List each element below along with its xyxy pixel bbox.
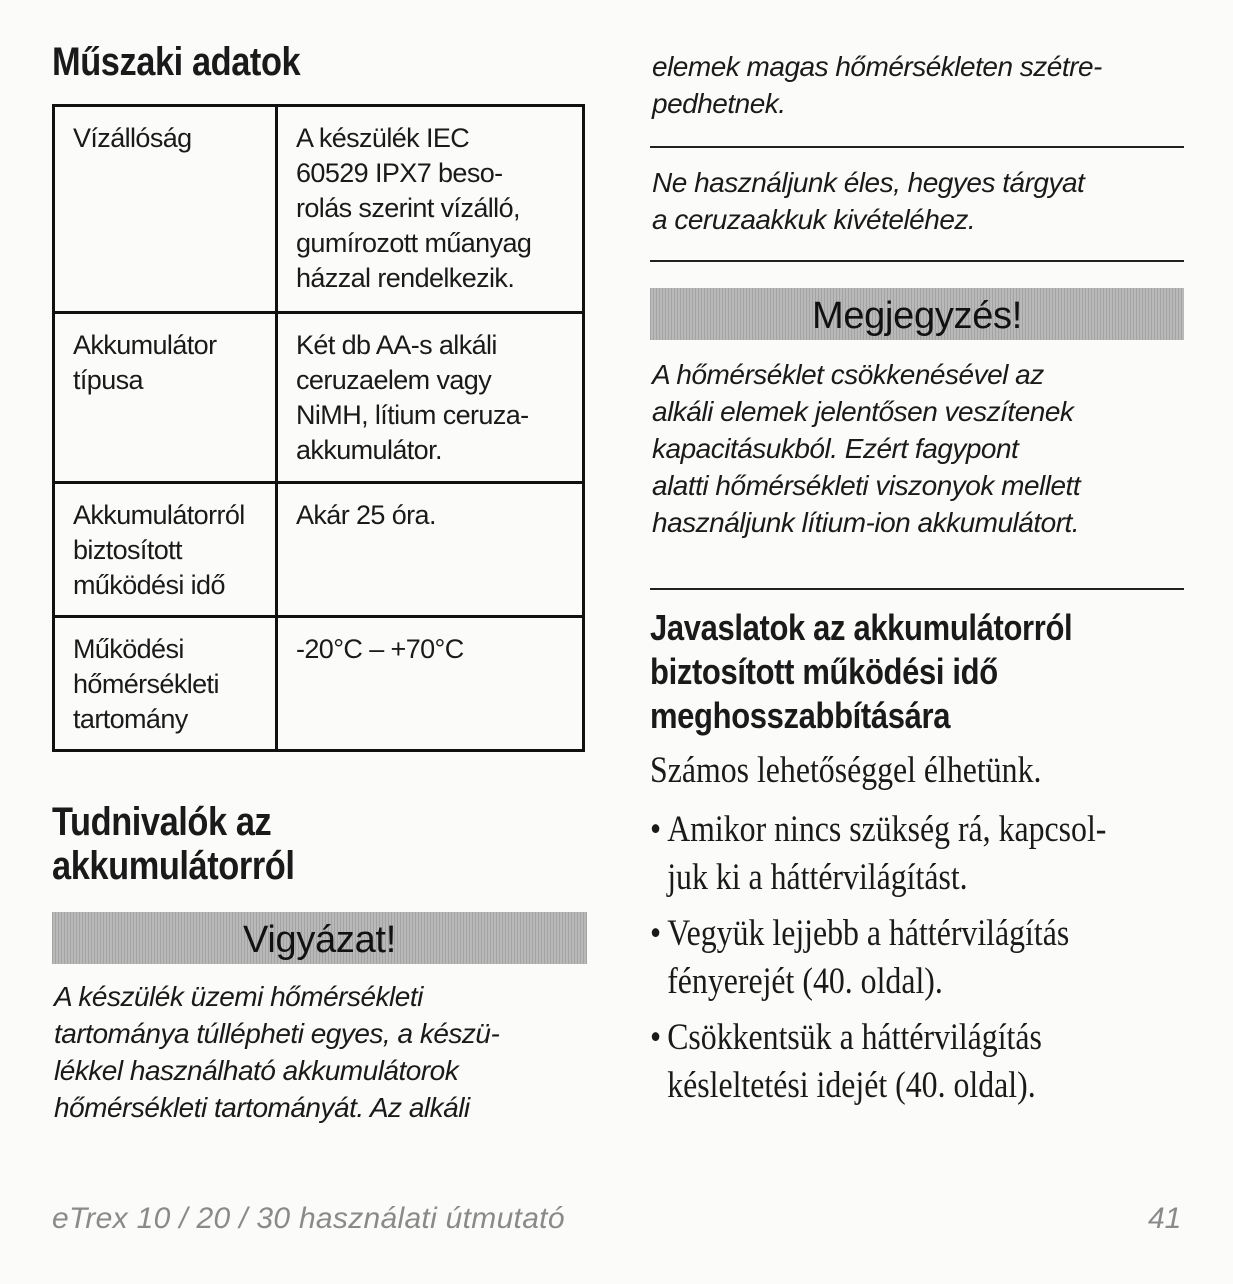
specs-table xyxy=(52,104,585,752)
bullet-icon: • xyxy=(650,1017,662,1058)
note-label: Megjegyzés! xyxy=(811,295,1023,337)
table-row xyxy=(54,617,584,751)
tip-text: Csökkentsük a háttérvilágítás késleltetési idejét (40. oldal). xyxy=(667,1017,1042,1106)
spec-value-cell xyxy=(277,106,584,313)
spec-label: Vízállóság xyxy=(73,123,192,153)
tip-text: Amikor nincs szükség rá, kapcsol- juk ki a háttérvilágítást. xyxy=(667,809,1107,898)
divider xyxy=(650,146,1184,148)
warning-text: A készülék üzemi hőmérsékleti tartománya túllépheti egyes, a készü- lékkel használható akkumulátorok hőmérsékleti tartományát. Az alkáli xyxy=(54,981,500,1123)
spec-label: Akkumulátorról biztosított működési idő xyxy=(73,500,245,601)
spec-value-cell xyxy=(277,617,584,751)
divider xyxy=(650,588,1184,590)
spec-label: Működési hőmérsékleti tartomány xyxy=(73,634,219,735)
footer-title: eTrex 10 / 20 / 30 használati útmutató xyxy=(52,1202,565,1235)
spec-value: -20°C – +70°C xyxy=(296,634,464,665)
spec-value-cell xyxy=(277,312,584,482)
spec-label-cell xyxy=(54,312,277,482)
list-item xyxy=(650,910,1166,1006)
spec-label-cell xyxy=(54,617,277,751)
note-text: A hőmérséklet csökkenésével az alkáli elemek jelentősen veszítenek kapacitásukból. Ezért fagypont alatti hőmérsékleti viszonyok mellett használjunk lítium-ion akkumulátort. xyxy=(652,359,1081,538)
tips-intro: Számos lehetőséggel élhetünk. xyxy=(650,750,1042,791)
note-banner xyxy=(650,288,1184,340)
table-row xyxy=(54,312,584,482)
battery-heading: Tudnivalók az akkumulátorról xyxy=(52,800,295,888)
table-row xyxy=(54,483,584,617)
warning-text-continued: elemek magas hőmérsékleten szétre- pedhetnek. xyxy=(652,51,1102,119)
bullet-icon: • xyxy=(650,913,662,954)
specs-heading: Műszaki adatok xyxy=(52,40,301,84)
spec-label-cell xyxy=(54,106,277,313)
list-item xyxy=(650,806,1166,902)
list-item xyxy=(650,1014,1166,1110)
page-number: 41 xyxy=(1148,1202,1182,1235)
caution-text: Ne használjunk éles, hegyes tárgyat a ceruzaakkuk kivételéhez. xyxy=(652,167,1085,235)
spec-label: Akkumulátor típusa xyxy=(73,329,217,395)
bullet-icon: • xyxy=(650,809,662,850)
tip-text: Vegyük lejjebb a háttérvilágítás fényerejét (40. oldal). xyxy=(667,913,1070,1002)
warning-label: Vigyázat! xyxy=(243,919,396,961)
spec-value-cell xyxy=(277,483,584,617)
spec-value: Akár 25 óra. xyxy=(296,500,436,531)
spec-value: A készülék IEC 60529 IPX7 beso- rolás szerint vízálló, gumírozott műanyag házzal rendelkezik. xyxy=(296,123,532,293)
spec-label-cell xyxy=(54,483,277,617)
divider xyxy=(650,260,1184,262)
table-row xyxy=(54,106,584,313)
warning-banner xyxy=(52,912,587,964)
tips-heading: Javaslatok az akkumulátorról biztosított működési idő meghosszabbítására xyxy=(650,607,1073,736)
spec-value: Két db AA-s alkáli ceruzaelem vagy NiMH, lítium ceruza- akkumulátor. xyxy=(296,329,529,465)
